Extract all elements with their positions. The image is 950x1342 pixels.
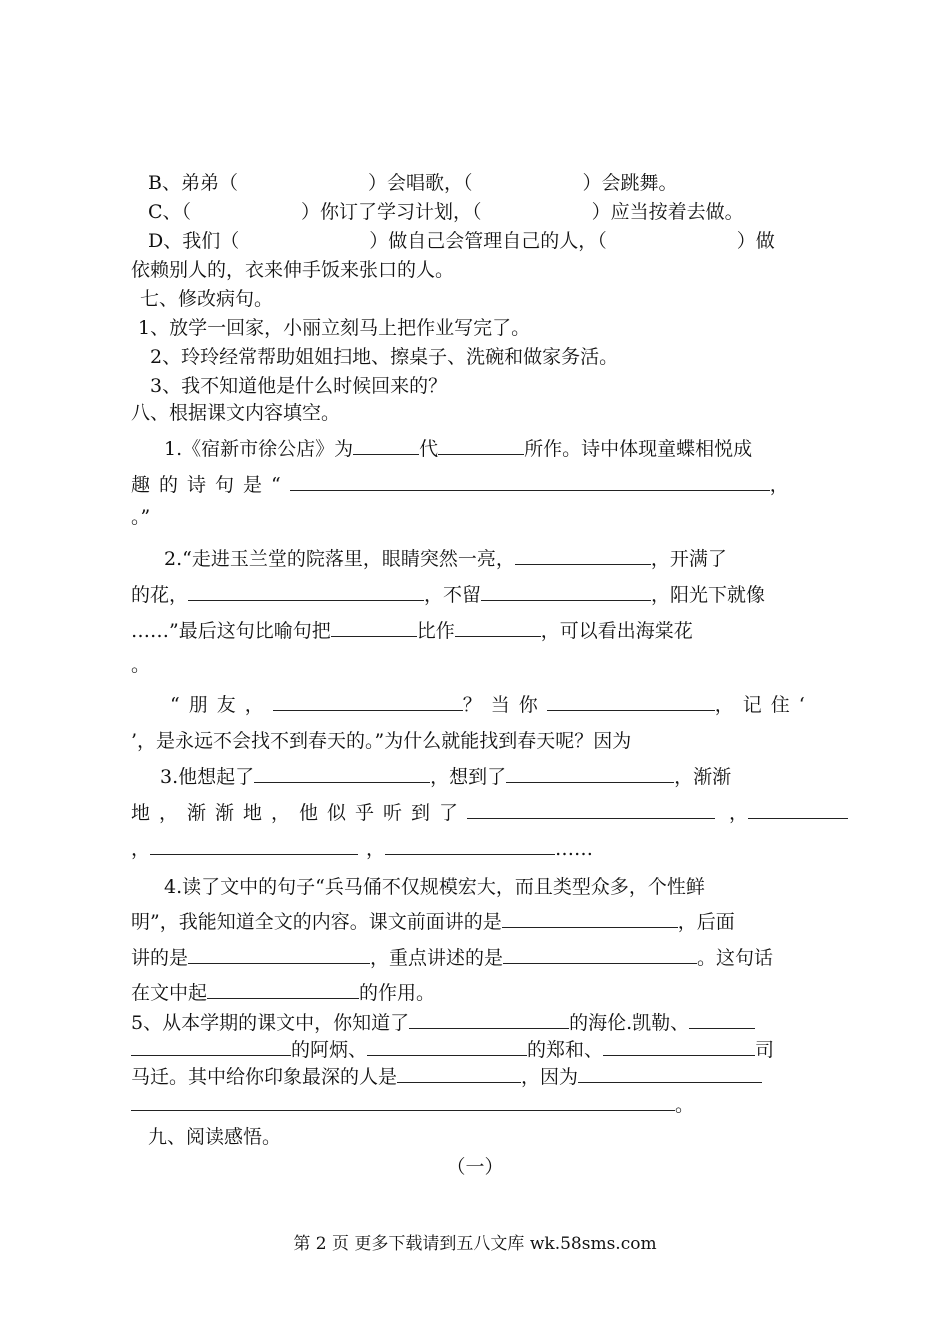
sec9-title: 九、阅读感悟。 (148, 1126, 282, 1148)
q3-line1: 3.他想起了 ，想到了 ，渐渐 (160, 766, 732, 788)
sec7-item-1: 1、放学一回家，小丽立刻马上把作业写完了。 (138, 317, 531, 339)
q2-line2: 的花， ，不留 ，阳光下就像 (131, 584, 766, 606)
sec6-line-d-cont: 依赖别人的，衣来伸手饭来张口的人。 (131, 259, 455, 281)
q3-line3: ， ， …… (131, 838, 594, 860)
q4-line2: 明”，我能知道全文的内容。课文前面讲的是 ，后面 (131, 911, 735, 933)
page-footer: 第 2 页 更多下载请到五八文库 wk.58sms.com (293, 1234, 657, 1254)
sec9-subtitle: （一） (446, 1156, 504, 1178)
q1-line2: 趣的诗句是“ ， (131, 474, 789, 496)
q2-line3: ……”最后这句比喻句把 比作 ，可以看出海棠花 (131, 620, 693, 642)
q2-line4: 。 (131, 654, 151, 676)
sec6-line-d: D、我们（ ）做自己会管理自己的人，（ ）做 (148, 230, 775, 252)
q2-line6: ’，是永远不会找不到春天的。”为什么就能找到春天呢？因为 (131, 730, 632, 752)
q1-line1: 1.《宿新市徐公店》为 代 所作。诗中体现童蝶相悦成 (164, 438, 753, 460)
sec7-title: 七、修改病句。 (140, 288, 274, 310)
sec6-line-b: B、弟弟（ ）会唱歌，（ ）会跳舞。 (148, 172, 678, 194)
q2-line1: 2.“走进玉兰堂的院落里，眼睛突然一亮， ，开满了 (164, 548, 727, 570)
sec7-item-3: 3、我不知道他是什么时候回来的？ (150, 375, 448, 397)
q1-line3: 。” (131, 506, 151, 528)
q2-line5: “朋友， ？当你 ，记住‘ (170, 694, 814, 716)
q5-line3: 马迁。其中给你印象最深的人是 ，因为 (131, 1064, 762, 1090)
q4-line4: 在文中起 的作用。 (131, 982, 436, 1004)
q3-line2: 地，渐渐地，他似乎听到了 ， (131, 800, 848, 826)
q5-line2: 的阿炳、 的郑和、 司 (131, 1037, 774, 1063)
sec8-title: 八、根据课文内容填空。 (131, 402, 341, 424)
q4-line1: 4.读了文中的句子“兵马俑不仅规模宏大，而且类型众多，个性鲜 (164, 876, 705, 898)
q4-line3: 讲的是 ，重点讲述的是 。这句话 (131, 947, 774, 969)
q5-line1: 5、从本学期的课文中，你知道了 的海伦.凯勒、 (131, 1010, 755, 1036)
sec7-item-2: 2、玲玲经常帮助姐姐扫地、擦桌子、洗碗和做家务活。 (150, 346, 619, 368)
q5-line4: 。 (131, 1092, 694, 1118)
sec6-line-c: C、（ ）你订了学习计划，（ ）应当按着去做。 (148, 201, 744, 223)
